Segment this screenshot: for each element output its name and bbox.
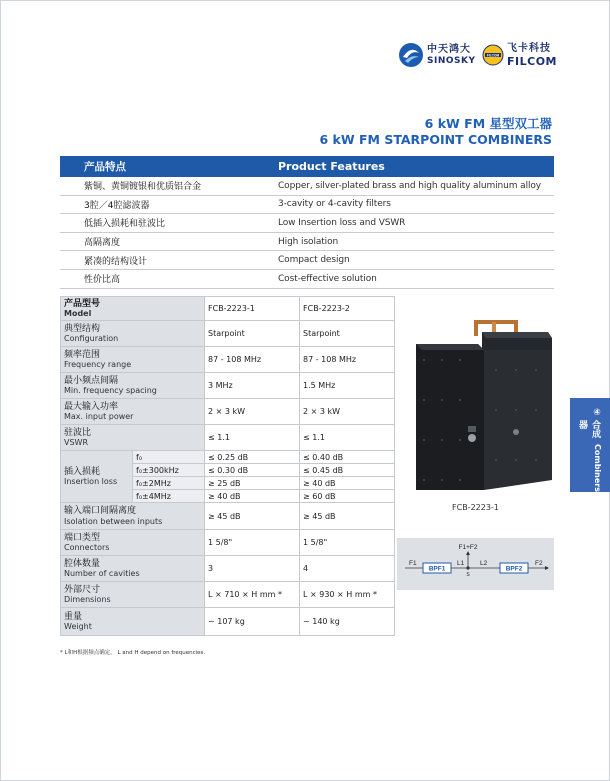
spec-value-1: 2 × 3 kW bbox=[205, 399, 300, 425]
spec-value-1: 87 - 108 MHz bbox=[205, 347, 300, 373]
filcom-logo bbox=[482, 40, 557, 70]
feature-cn: 高隔离度 bbox=[84, 238, 121, 249]
bpf1-label: BPF1 bbox=[428, 565, 446, 573]
side-tab-cn: 合成器 bbox=[577, 420, 600, 438]
spec-row-frequency bbox=[61, 347, 395, 373]
features-section bbox=[60, 156, 554, 289]
filcom-badge-text: FILCOM bbox=[486, 53, 500, 58]
filcom-mark-icon bbox=[482, 44, 504, 66]
feature-en: Copper, silver-plated brass and high quality aluminum alloy bbox=[278, 180, 542, 191]
spec-label-en: Isolation between inputs bbox=[64, 516, 163, 526]
feature-cn: 3腔／4腔滤波器 bbox=[84, 200, 150, 211]
spec-label-cn: 产品型号 bbox=[64, 298, 101, 309]
spec-label-cn: 频率范围 bbox=[64, 349, 101, 360]
filcom-cn-text: 飞卡科技 bbox=[507, 42, 551, 54]
spec-value-2: FCB-2223-2 bbox=[300, 297, 395, 321]
spec-label-en: Model bbox=[64, 309, 92, 319]
side-tab-en: Combiners bbox=[593, 444, 602, 492]
spec-value-1: ≤ 0.25 dB bbox=[205, 451, 300, 464]
spec-sublabel: f₀±2MHz bbox=[133, 477, 205, 490]
spec-value-1: ≥ 25 dB bbox=[205, 477, 300, 490]
bpf2-label: BPF2 bbox=[505, 565, 523, 573]
spec-value-1: FCB-2223-1 bbox=[205, 297, 300, 321]
sinosky-en-text: SINOSKY bbox=[427, 55, 476, 66]
spec-label-en: Max. input power bbox=[64, 412, 134, 422]
sinosky-logo bbox=[398, 40, 476, 70]
spec-label-cn: 最小频点间隔 bbox=[64, 375, 119, 386]
spec-value-2: 2 × 3 kW bbox=[300, 399, 395, 425]
feature-row bbox=[60, 233, 554, 252]
photo-caption: FCB-2223-1 bbox=[452, 503, 499, 512]
spec-sublabel: f₀±300kHz bbox=[133, 464, 205, 477]
spec-row-vswr bbox=[61, 425, 395, 451]
sinosky-mark-icon bbox=[398, 42, 424, 68]
spec-value-1: ≤ 0.30 dB bbox=[205, 464, 300, 477]
f1f2-label: F1+F2 bbox=[458, 544, 478, 551]
feature-en: 3-cavity or 4-cavity filters bbox=[278, 199, 391, 210]
f1-label: F1 bbox=[409, 560, 417, 567]
cabinet-front bbox=[416, 344, 484, 490]
spec-label bbox=[61, 582, 205, 608]
spec-label-cn: 典型结构 bbox=[64, 323, 101, 334]
spec-label bbox=[61, 425, 205, 451]
l2-label: L2 bbox=[480, 560, 488, 567]
features-header bbox=[60, 156, 554, 177]
spec-value-2: ≥ 45 dB bbox=[300, 503, 395, 530]
spec-value-2: Starpoint bbox=[300, 321, 395, 347]
spec-row-model bbox=[61, 297, 395, 321]
spec-label-cn: 端口类型 bbox=[64, 532, 101, 543]
spec-label-cn: 输入端口间隔离度 bbox=[64, 506, 137, 517]
feature-row bbox=[60, 196, 554, 215]
spec-value-2: 1 5/8" bbox=[300, 530, 395, 556]
spec-row-spacing bbox=[61, 373, 395, 399]
spec-label-en: Frequency range bbox=[64, 360, 132, 370]
spec-row-dimensions bbox=[61, 582, 395, 608]
spec-label-en: Number of cavities bbox=[64, 569, 140, 579]
s-label: S bbox=[466, 572, 470, 578]
page-title-en: 6 kW FM STARPOINT COMBINERS bbox=[319, 132, 552, 147]
feature-row bbox=[60, 214, 554, 233]
side-tab-combiners[interactable] bbox=[570, 398, 610, 492]
spec-row-weight bbox=[61, 608, 395, 636]
copper-pipe bbox=[474, 320, 478, 336]
feature-cn: 紧凑的结构设计 bbox=[84, 256, 148, 267]
spec-label-cn: 外部尺寸 bbox=[64, 584, 101, 595]
spec-label bbox=[61, 608, 205, 636]
spec-value-2: ≤ 0.40 dB bbox=[300, 451, 395, 464]
spec-label bbox=[61, 451, 133, 503]
feature-en: Compact design bbox=[278, 255, 350, 266]
spec-row-configuration bbox=[61, 321, 395, 347]
l1-label: L1 bbox=[457, 560, 465, 567]
spec-label-cn: 插入损耗 bbox=[64, 466, 101, 477]
spec-row-cavities bbox=[61, 556, 395, 582]
spec-label bbox=[61, 556, 205, 582]
spec-value-2: ≤ 1.1 bbox=[300, 425, 395, 451]
spec-value-1: ≥ 40 dB bbox=[205, 490, 300, 503]
spec-row-power bbox=[61, 399, 395, 425]
feature-en: Low Insertion loss and VSWR bbox=[278, 217, 406, 228]
feature-en: High isolation bbox=[278, 236, 339, 247]
spec-label-cn: 腔体数量 bbox=[64, 558, 101, 569]
side-tab-content bbox=[576, 408, 602, 492]
spec-label bbox=[61, 297, 205, 321]
spec-label-en: VSWR bbox=[64, 438, 89, 448]
spec-value-2: 87 - 108 MHz bbox=[300, 347, 395, 373]
feature-row bbox=[60, 251, 554, 270]
spec-sublabel: f₀±4MHz bbox=[133, 490, 205, 503]
cabinet-front-top bbox=[416, 344, 484, 350]
spec-value-2: ≥ 60 dB bbox=[300, 490, 395, 503]
spec-value-2: 4 bbox=[300, 556, 395, 582]
features-header-en: Product Features bbox=[278, 160, 385, 173]
spec-label-en: Dimensions bbox=[64, 595, 111, 605]
connector-mount bbox=[468, 426, 476, 432]
spec-value-1: Starpoint bbox=[205, 321, 300, 347]
spec-sublabel: f₀ bbox=[133, 451, 205, 464]
spec-label-cn: 重量 bbox=[64, 611, 83, 622]
spec-value-1: ≥ 45 dB bbox=[205, 503, 300, 530]
feature-row bbox=[60, 270, 554, 289]
spec-row-isolation bbox=[61, 503, 395, 530]
connector bbox=[513, 429, 519, 435]
feature-cn: 低插入损耗和驻波比 bbox=[84, 219, 166, 230]
spec-value-2: ~ 140 kg bbox=[300, 608, 395, 636]
spec-label bbox=[61, 347, 205, 373]
block-diagram bbox=[397, 538, 554, 590]
filcom-en-text: FILCOM bbox=[507, 54, 557, 68]
spec-value-2: L × 930 × H mm * bbox=[300, 582, 395, 608]
feature-row bbox=[60, 177, 554, 196]
sinosky-cn-text: 中天鸿大 bbox=[427, 43, 471, 55]
spec-label-cn: 最大输入功率 bbox=[64, 401, 119, 412]
spec-value-2: ≥ 40 dB bbox=[300, 477, 395, 490]
side-tab-number: ④ bbox=[592, 408, 602, 418]
spec-label-en: Weight bbox=[64, 622, 92, 632]
spec-label bbox=[61, 399, 205, 425]
spec-value-1: 3 MHz bbox=[205, 373, 300, 399]
spec-value-1: L × 710 × H mm * bbox=[205, 582, 300, 608]
spec-label-cn: 驻波比 bbox=[64, 427, 92, 438]
spec-label bbox=[61, 321, 205, 347]
features-header-cn: 产品特点 bbox=[84, 161, 126, 173]
spec-value-2: 1.5 MHz bbox=[300, 373, 395, 399]
spec-value-2: ≤ 0.45 dB bbox=[300, 464, 395, 477]
junction-dot bbox=[466, 566, 469, 569]
spec-label-en: Insertion loss bbox=[64, 477, 118, 487]
product-photo bbox=[412, 320, 556, 496]
spec-label bbox=[61, 530, 205, 556]
feature-cn: 性价比高 bbox=[84, 275, 121, 286]
spec-value-1: 1 5/8" bbox=[205, 530, 300, 556]
feature-en: Cost-effective solution bbox=[278, 273, 377, 284]
spec-label-en: Min. frequency spacing bbox=[64, 386, 157, 396]
spec-label bbox=[61, 373, 205, 399]
f2-label: F2 bbox=[535, 560, 543, 567]
cabinet-back-top bbox=[482, 332, 552, 338]
page-title-cn: 6 kW FM 星型双工器 bbox=[424, 116, 552, 131]
feature-cn: 紫铜、黄铜镀银和优质铝合金 bbox=[84, 182, 202, 193]
spec-row-connectors bbox=[61, 530, 395, 556]
cabinet-side bbox=[484, 350, 552, 490]
spec-value-1: ~ 107 kg bbox=[205, 608, 300, 636]
connector bbox=[468, 434, 476, 442]
spec-value-1: ≤ 1.1 bbox=[205, 425, 300, 451]
spec-label-en: Connectors bbox=[64, 543, 110, 553]
spec-label-en: Configuration bbox=[64, 334, 119, 344]
spec-row-insertion bbox=[61, 451, 395, 464]
spec-value-1: 3 bbox=[205, 556, 300, 582]
footnote: * L和H根据频点确定。 L and H depend on frequencies. bbox=[60, 650, 206, 656]
spec-label bbox=[61, 503, 205, 530]
specs-table bbox=[60, 296, 395, 636]
